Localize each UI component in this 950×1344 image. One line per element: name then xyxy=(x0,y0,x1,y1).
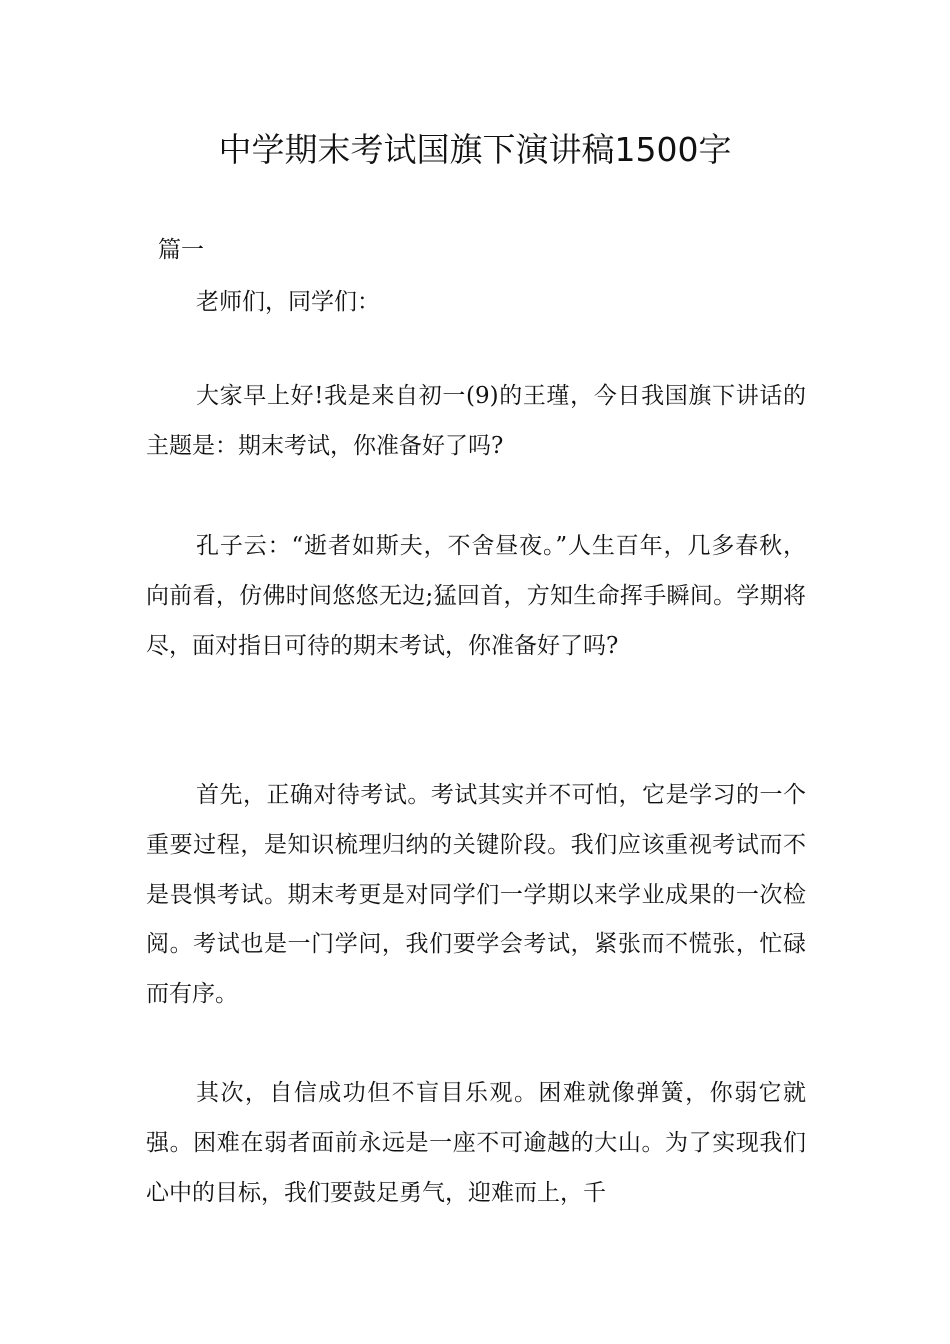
document-title: 中学期末考试国旗下演讲稿1500字 xyxy=(218,130,732,169)
paragraph-greeting: 大家早上好!我是来自初一(9)的王瑾，今日我国旗下讲话的主题是：期末考试，你准备好了吗? xyxy=(146,383,806,459)
paragraph-first-point: 首先，正确对待考试。考试其实并不可怕，它是学习的一个重要过程，是知识梳理归纳的关键阶段。我们应该重视考试而不是畏惧考试。期末考更是对同学们一学期以来学业成果的一次检阅。考试也是一门学问，我们要学会考试，紧张而不慌张，忙碌而有序。 xyxy=(146,782,806,1008)
salutation: 老师们，同学们： xyxy=(196,289,380,315)
paragraph-confucius-quote: 孔子云：“逝者如斯夫，不舍昼夜。”人生百年，几多春秋，向前看，仿佛时间悠悠无边;猛回首，方知生命挥手瞬间。学期将尽，面对指日可待的期末考试，你准备好了吗? xyxy=(146,533,806,659)
section-label: 篇一 xyxy=(158,237,204,263)
paragraph-second-point: 其次，自信成功但不盲目乐观。困难就像弹簧，你弱它就强。困难在弱者面前永远是一座不可逾越的大山。为了实现我们心中的目标，我们要鼓足勇气，迎难而上，千 xyxy=(146,1080,806,1206)
